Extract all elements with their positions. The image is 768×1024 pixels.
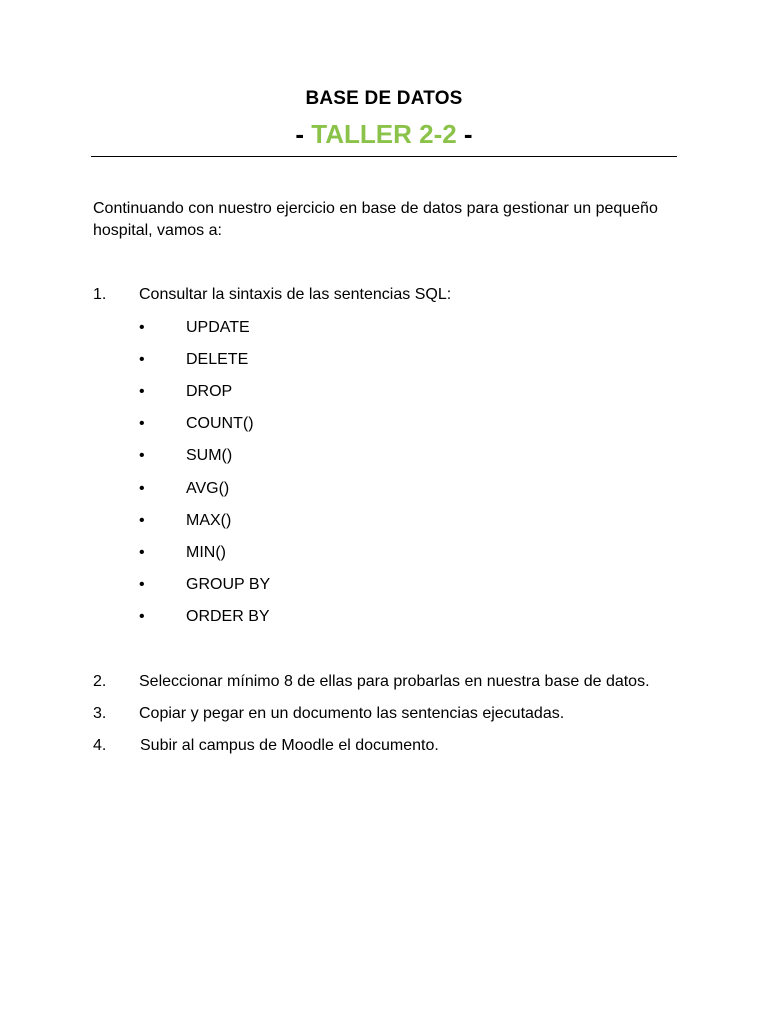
intro-paragraph: Continuando con nuestro ejercicio en base de datos para gestionar un pequeño hospital, vamos a:	[93, 200, 658, 239]
sql-statement-label: COUNT()	[186, 415, 254, 432]
bullet-icon: •	[139, 319, 145, 336]
sql-statement-item	[0, 542, 768, 564]
sql-statement-item	[0, 381, 768, 403]
step-number: 4.	[93, 737, 107, 754]
sql-statement-item	[0, 413, 768, 435]
subtitle-prefix: -	[295, 119, 312, 149]
bullet-icon: •	[139, 608, 145, 625]
sql-statement-label: ORDER BY	[186, 608, 270, 625]
sql-statement-item	[0, 317, 768, 339]
step-number: 3.	[93, 705, 107, 722]
bullet-icon: •	[139, 415, 145, 432]
step-text: Copiar y pegar en un documento las sentencias ejecutadas.	[139, 705, 565, 722]
sql-statement-label: MAX()	[186, 512, 232, 529]
document-title: BASE DE DATOS	[305, 88, 463, 109]
sql-statement-label: MIN()	[186, 544, 226, 561]
bullet-icon: •	[139, 544, 145, 561]
sql-statement-label: GROUP BY	[186, 576, 271, 593]
list-item-step-3	[0, 703, 768, 725]
bullet-icon: •	[139, 383, 145, 400]
sql-statement-label: AVG()	[186, 480, 230, 497]
bullet-icon: •	[139, 512, 145, 529]
document-subtitle	[91, 118, 677, 150]
sql-statement-label: SUM()	[186, 447, 233, 464]
step-number: 2.	[93, 673, 107, 690]
document-header	[91, 86, 677, 150]
sql-statement-label: DROP	[186, 383, 233, 400]
bullet-icon: •	[139, 447, 145, 464]
bullet-icon: •	[139, 351, 145, 368]
list-item-step-4	[0, 735, 768, 757]
list-item-step-2	[0, 671, 768, 693]
sql-statement-label: UPDATE	[186, 319, 250, 336]
sql-statement-item	[0, 574, 768, 596]
header-divider	[91, 156, 677, 157]
sql-statement-item	[0, 445, 768, 467]
step-text: Consultar la sintaxis de las sentencias SQL:	[139, 286, 452, 303]
subtitle-accent-text: TALLER 2-2	[311, 119, 457, 149]
step-number: 1.	[93, 286, 107, 303]
sql-statement-item	[0, 349, 768, 371]
bullet-icon: •	[139, 480, 145, 497]
bullet-icon: •	[139, 576, 145, 593]
sql-statement-item	[0, 606, 768, 628]
sql-statement-item	[0, 478, 768, 500]
subtitle-suffix: -	[456, 119, 473, 149]
step-text: Subir al campus de Moodle el documento.	[140, 737, 439, 754]
sql-statement-item	[0, 510, 768, 532]
step-text: Seleccionar mínimo 8 de ellas para probarlas en nuestra base de datos.	[139, 673, 650, 690]
list-item-step-1	[0, 284, 768, 306]
sql-statement-label: DELETE	[186, 351, 249, 368]
